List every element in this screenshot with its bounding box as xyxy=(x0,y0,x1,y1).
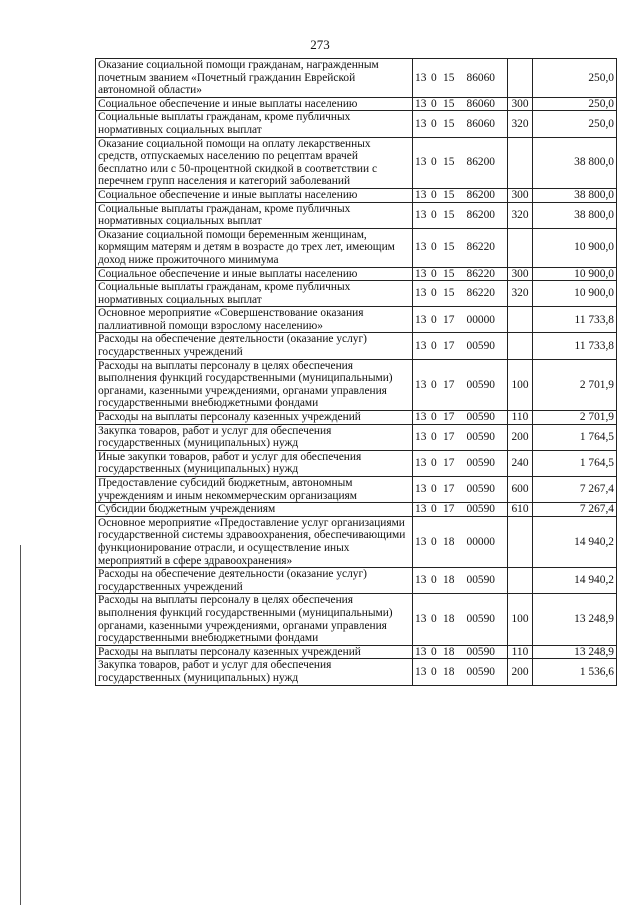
code-subprogram: 0 xyxy=(431,645,437,658)
code-program: 13 xyxy=(415,574,427,587)
row-expense-type: 200 xyxy=(508,424,533,450)
row-expense-type: 610 xyxy=(508,503,533,517)
row-description: Социальные выплаты гражданам, кроме публичных нормативных социальных выплат xyxy=(96,111,413,137)
row-target-code xyxy=(413,411,508,425)
code-activity: 15 xyxy=(443,156,455,169)
row-target-code xyxy=(413,568,508,594)
row-expense-type: 200 xyxy=(508,659,533,685)
table-row xyxy=(96,267,617,281)
code-subprogram: 0 xyxy=(431,208,437,221)
code-subprogram: 0 xyxy=(431,339,437,352)
row-amount: 13 248,9 xyxy=(533,645,617,659)
code-program: 13 xyxy=(415,267,427,280)
code-subprogram: 0 xyxy=(431,613,437,626)
table-row xyxy=(96,228,617,267)
code-program: 13 xyxy=(415,97,427,110)
code-subprogram: 0 xyxy=(431,267,437,280)
code-activity: 17 xyxy=(443,503,455,516)
code-direction: 86060 xyxy=(466,71,495,84)
row-expense-type xyxy=(508,307,533,333)
code-direction: 00590 xyxy=(466,378,495,391)
code-program: 13 xyxy=(415,613,427,626)
code-subprogram: 0 xyxy=(431,665,437,678)
row-amount: 10 900,0 xyxy=(533,228,617,267)
row-description: Оказание социальной помощи беременным женщинам, кормящим матерям и детям в возрасте до трех лет, имеющим доход ниже прожиточного минимума xyxy=(96,228,413,267)
row-description: Субсидии бюджетным учреждениям xyxy=(96,503,413,517)
table-row xyxy=(96,59,617,98)
row-expense-type: 240 xyxy=(508,450,533,476)
row-description: Социальные выплаты гражданам, кроме публичных нормативных социальных выплат xyxy=(96,281,413,307)
row-target-code xyxy=(413,424,508,450)
code-activity: 15 xyxy=(443,71,455,84)
row-expense-type: 300 xyxy=(508,267,533,281)
code-activity: 17 xyxy=(443,457,455,470)
row-amount: 1 764,5 xyxy=(533,450,617,476)
code-subprogram: 0 xyxy=(431,287,437,300)
row-amount: 38 800,0 xyxy=(533,202,617,228)
code-direction: 86220 xyxy=(466,241,495,254)
code-activity: 18 xyxy=(443,535,455,548)
code-program: 13 xyxy=(415,117,427,130)
row-target-code xyxy=(413,267,508,281)
code-direction: 00590 xyxy=(466,430,495,443)
code-program: 13 xyxy=(415,156,427,169)
row-expense-type: 100 xyxy=(508,594,533,645)
code-program: 13 xyxy=(415,241,427,254)
row-expense-type xyxy=(508,228,533,267)
row-expense-type: 110 xyxy=(508,645,533,659)
row-description: Расходы на обеспечение деятельности (оказание услуг) государственных учреждений xyxy=(96,568,413,594)
code-activity: 17 xyxy=(443,313,455,326)
code-program: 13 xyxy=(415,503,427,516)
code-program: 13 xyxy=(415,535,427,548)
code-activity: 15 xyxy=(443,241,455,254)
row-amount: 11 733,8 xyxy=(533,333,617,359)
code-activity: 18 xyxy=(443,574,455,587)
code-direction: 00590 xyxy=(466,411,495,424)
row-description: Социальное обеспечение и иные выплаты населению xyxy=(96,97,413,111)
row-description: Предоставление субсидий бюджетным, автономным учреждениям и иным некоммерческим организациям xyxy=(96,477,413,503)
row-target-code xyxy=(413,281,508,307)
row-target-code xyxy=(413,228,508,267)
code-direction: 86200 xyxy=(466,156,495,169)
code-direction: 00590 xyxy=(466,574,495,587)
code-direction: 86220 xyxy=(466,267,495,280)
row-expense-type: 320 xyxy=(508,111,533,137)
row-description: Закупка товаров, работ и услуг для обеспечения государственных (муниципальных) нужд xyxy=(96,659,413,685)
code-direction: 00590 xyxy=(466,613,495,626)
code-subprogram: 0 xyxy=(431,97,437,110)
code-direction: 00590 xyxy=(466,645,495,658)
code-activity: 15 xyxy=(443,287,455,300)
code-direction: 00590 xyxy=(466,483,495,496)
table-row xyxy=(96,333,617,359)
row-target-code xyxy=(413,359,508,410)
code-subprogram: 0 xyxy=(431,188,437,201)
code-activity: 18 xyxy=(443,645,455,658)
code-program: 13 xyxy=(415,188,427,201)
row-target-code xyxy=(413,97,508,111)
code-direction: 86200 xyxy=(466,208,495,221)
row-amount: 2 701,9 xyxy=(533,411,617,425)
code-program: 13 xyxy=(415,378,427,391)
table-row xyxy=(96,645,617,659)
table-row xyxy=(96,450,617,476)
code-subprogram: 0 xyxy=(431,503,437,516)
row-target-code xyxy=(413,516,508,567)
code-subprogram: 0 xyxy=(431,71,437,84)
budget-table-body xyxy=(96,59,617,686)
row-amount: 14 940,2 xyxy=(533,516,617,567)
code-program: 13 xyxy=(415,457,427,470)
code-direction: 00590 xyxy=(466,503,495,516)
row-description: Социальное обеспечение и иные выплаты населению xyxy=(96,267,413,281)
code-program: 13 xyxy=(415,430,427,443)
row-target-code xyxy=(413,59,508,98)
row-amount: 1 536,6 xyxy=(533,659,617,685)
code-subprogram: 0 xyxy=(431,430,437,443)
table-row xyxy=(96,281,617,307)
row-target-code xyxy=(413,202,508,228)
code-activity: 15 xyxy=(443,188,455,201)
page-number: 273 xyxy=(310,37,330,52)
budget-table xyxy=(95,58,617,686)
code-program: 13 xyxy=(415,339,427,352)
row-amount: 11 733,8 xyxy=(533,307,617,333)
code-activity: 18 xyxy=(443,665,455,678)
row-expense-type: 300 xyxy=(508,97,533,111)
row-amount: 10 900,0 xyxy=(533,281,617,307)
row-target-code xyxy=(413,645,508,659)
row-description: Социальное обеспечение и иные выплаты населению xyxy=(96,188,413,202)
table-row xyxy=(96,424,617,450)
code-direction: 00590 xyxy=(466,339,495,352)
code-subprogram: 0 xyxy=(431,535,437,548)
code-direction: 86060 xyxy=(466,97,495,110)
code-subprogram: 0 xyxy=(431,378,437,391)
code-direction: 86220 xyxy=(466,287,495,300)
row-expense-type xyxy=(508,516,533,567)
code-activity: 15 xyxy=(443,267,455,280)
code-direction: 00000 xyxy=(466,535,495,548)
row-amount: 38 800,0 xyxy=(533,188,617,202)
code-activity: 15 xyxy=(443,97,455,110)
row-amount: 13 248,9 xyxy=(533,594,617,645)
row-amount: 7 267,4 xyxy=(533,503,617,517)
code-subprogram: 0 xyxy=(431,483,437,496)
row-target-code xyxy=(413,137,508,188)
row-amount: 14 940,2 xyxy=(533,568,617,594)
code-direction: 86200 xyxy=(466,188,495,201)
row-expense-type: 320 xyxy=(508,281,533,307)
row-description: Закупка товаров, работ и услуг для обеспечения государственных (муниципальных) нужд xyxy=(96,424,413,450)
code-activity: 17 xyxy=(443,378,455,391)
code-activity: 17 xyxy=(443,430,455,443)
row-amount: 250,0 xyxy=(533,59,617,98)
row-expense-type xyxy=(508,59,533,98)
row-target-code xyxy=(413,477,508,503)
code-activity: 15 xyxy=(443,208,455,221)
row-description: Оказание социальной помощи гражданам, награжденным почетным званием «Почетный гражданин Еврейской автономной области» xyxy=(96,59,413,98)
row-amount: 250,0 xyxy=(533,97,617,111)
row-description: Оказание социальной помощи на оплату лекарственных средств, отпускаемых населению по рецептам врачей бесплатно или с 50-процентной скидкой в соответствии с перечнем групп населения и категорий заболеваний xyxy=(96,137,413,188)
code-activity: 17 xyxy=(443,339,455,352)
row-description: Расходы на выплаты персоналу казенных учреждений xyxy=(96,645,413,659)
code-subprogram: 0 xyxy=(431,411,437,424)
row-expense-type: 600 xyxy=(508,477,533,503)
code-program: 13 xyxy=(415,645,427,658)
code-subprogram: 0 xyxy=(431,457,437,470)
row-description: Расходы на выплаты персоналу казенных учреждений xyxy=(96,411,413,425)
row-description: Иные закупки товаров, работ и услуг для обеспечения государственных (муниципальных) нужд xyxy=(96,450,413,476)
margin-line xyxy=(20,545,21,905)
row-target-code xyxy=(413,111,508,137)
row-expense-type xyxy=(508,137,533,188)
row-expense-type: 300 xyxy=(508,188,533,202)
table-row xyxy=(96,188,617,202)
row-expense-type: 320 xyxy=(508,202,533,228)
table-row xyxy=(96,594,617,645)
code-direction: 00590 xyxy=(466,457,495,470)
row-description: Расходы на обеспечение деятельности (оказание услуг) государственных учреждений xyxy=(96,333,413,359)
row-description: Основное мероприятие «Предоставление услуг организациями государственной системы здравоохранения, обеспечивающими функционирование отрасли, и осуществление иных мероприятий в сфере здравоохранения» xyxy=(96,516,413,567)
row-expense-type xyxy=(508,333,533,359)
row-target-code xyxy=(413,450,508,476)
code-subprogram: 0 xyxy=(431,156,437,169)
table-row xyxy=(96,202,617,228)
code-activity: 17 xyxy=(443,411,455,424)
table-row xyxy=(96,568,617,594)
code-subprogram: 0 xyxy=(431,117,437,130)
code-direction: 00590 xyxy=(466,665,495,678)
code-subprogram: 0 xyxy=(431,241,437,254)
code-program: 13 xyxy=(415,665,427,678)
table-row xyxy=(96,111,617,137)
code-activity: 15 xyxy=(443,117,455,130)
row-expense-type: 110 xyxy=(508,411,533,425)
table-row xyxy=(96,411,617,425)
row-expense-type xyxy=(508,568,533,594)
row-amount: 250,0 xyxy=(533,111,617,137)
row-amount: 1 764,5 xyxy=(533,424,617,450)
code-program: 13 xyxy=(415,71,427,84)
code-program: 13 xyxy=(415,208,427,221)
table-row xyxy=(96,516,617,567)
code-activity: 18 xyxy=(443,613,455,626)
table-row xyxy=(96,477,617,503)
row-description: Основное мероприятие «Совершенствование оказания паллиативной помощи взрослому населению» xyxy=(96,307,413,333)
code-direction: 00000 xyxy=(466,313,495,326)
code-program: 13 xyxy=(415,313,427,326)
row-target-code xyxy=(413,503,508,517)
code-activity: 17 xyxy=(443,483,455,496)
row-amount: 38 800,0 xyxy=(533,137,617,188)
row-description: Расходы на выплаты персоналу в целях обеспечения выполнения функций государственными (муниципальными) органами, казенными учреждениями, органами управления государственными внебюджетными фондами xyxy=(96,359,413,410)
row-target-code xyxy=(413,188,508,202)
row-target-code xyxy=(413,594,508,645)
code-program: 13 xyxy=(415,287,427,300)
table-row xyxy=(96,359,617,410)
row-description: Социальные выплаты гражданам, кроме публичных нормативных социальных выплат xyxy=(96,202,413,228)
row-amount: 7 267,4 xyxy=(533,477,617,503)
table-row xyxy=(96,503,617,517)
row-amount: 10 900,0 xyxy=(533,267,617,281)
row-amount: 2 701,9 xyxy=(533,359,617,410)
row-target-code xyxy=(413,659,508,685)
row-description: Расходы на выплаты персоналу в целях обеспечения выполнения функций государственными (муниципальными) органами, казенными учреждениями, органами управления государственными внебюджетными фондами xyxy=(96,594,413,645)
code-subprogram: 0 xyxy=(431,574,437,587)
table-row xyxy=(96,137,617,188)
code-direction: 86060 xyxy=(466,117,495,130)
table-row xyxy=(96,307,617,333)
code-program: 13 xyxy=(415,483,427,496)
row-target-code xyxy=(413,333,508,359)
table-row xyxy=(96,97,617,111)
code-program: 13 xyxy=(415,411,427,424)
row-target-code xyxy=(413,307,508,333)
code-subprogram: 0 xyxy=(431,313,437,326)
table-row xyxy=(96,659,617,685)
row-expense-type: 100 xyxy=(508,359,533,410)
